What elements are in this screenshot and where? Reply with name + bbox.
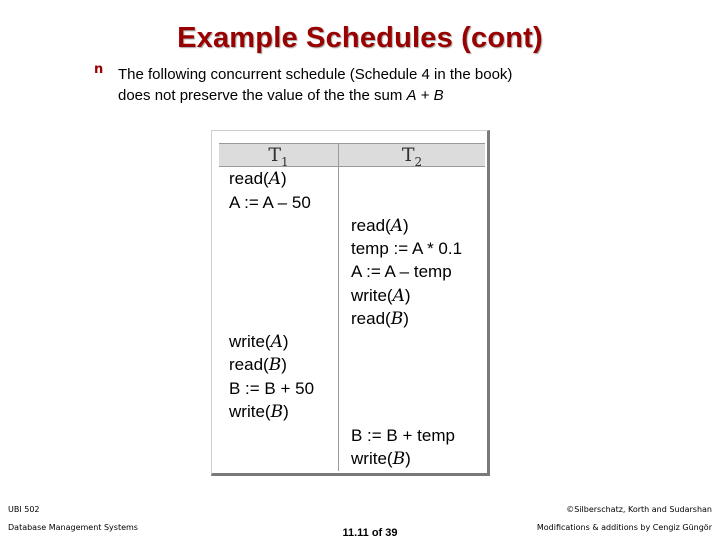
t2-op — [351, 447, 411, 471]
op-text: ) — [405, 449, 411, 468]
t1-op: B := B + 50 — [229, 379, 315, 398]
op-text: ) — [402, 216, 409, 235]
bullet-marker: n — [94, 62, 104, 77]
t1-op — [229, 400, 289, 424]
t1-op — [229, 330, 289, 354]
header-t1-label: T — [268, 144, 282, 166]
var-b: B — [433, 87, 444, 104]
footer-copyright: ©Silberschatz, Korth and Sudarshan — [566, 505, 712, 514]
footer-course-name: Database Management Systems — [8, 523, 138, 532]
header-t2-label: T — [401, 144, 415, 166]
t1-op — [229, 167, 287, 191]
op-var: A — [392, 286, 405, 306]
var-a: A — [406, 87, 417, 104]
op-var: A — [390, 216, 403, 236]
op-text: ) — [403, 309, 409, 328]
header-t1-subscript: 1 — [281, 154, 289, 169]
t2-op — [351, 284, 411, 308]
op-text: write( — [351, 449, 393, 468]
footer-modifications: Modifications & additions by Cengiz Güngör — [536, 523, 712, 532]
t2-op — [351, 307, 409, 331]
column-divider — [338, 143, 339, 471]
bullet-line-2 — [118, 85, 678, 106]
t2-op: A := A – temp — [351, 262, 452, 281]
t2-op — [351, 214, 409, 238]
header-t2-subscript: 2 — [414, 154, 423, 169]
op-var: A — [268, 169, 281, 189]
op-text: read( — [351, 216, 391, 235]
op-text: write( — [351, 286, 393, 305]
op-var: B — [268, 355, 282, 375]
op-text: ) — [283, 402, 289, 421]
op-text: ) — [404, 286, 411, 305]
schedule-table — [219, 140, 485, 473]
op-text: read( — [229, 169, 269, 188]
op-text: ) — [282, 332, 289, 351]
op-text: read( — [229, 355, 269, 374]
header-t2 — [339, 144, 485, 169]
t1-op: A := A – 50 — [229, 193, 311, 212]
op-var: A — [270, 332, 283, 352]
op-text: ) — [281, 355, 287, 374]
op-text: write( — [229, 402, 271, 421]
op-var: B — [270, 402, 284, 422]
plus-sign: + — [416, 87, 434, 104]
t2-op: B := B + temp — [351, 426, 455, 445]
op-var: B — [390, 309, 404, 329]
footer-course-code: UBI 502 — [8, 505, 40, 514]
op-var: B — [392, 449, 406, 469]
footer-page-number: 11.11 of 39 — [342, 527, 398, 539]
t1-op — [229, 353, 287, 377]
bullet-line-1: The following concurrent schedule (Schedule 4 in the book) — [118, 66, 513, 83]
op-text: ) — [280, 169, 287, 188]
t2-op: temp := A * 0.1 — [351, 239, 463, 258]
op-text: read( — [351, 309, 391, 328]
bullet-line-2-prefix: does not preserve the value of the the sum — [118, 87, 407, 104]
op-text: write( — [229, 332, 271, 351]
bullet-text — [118, 64, 678, 106]
slide-title: Example Schedules (cont) — [177, 22, 543, 54]
header-t1 — [219, 144, 338, 169]
schedule-table-header — [219, 143, 485, 167]
